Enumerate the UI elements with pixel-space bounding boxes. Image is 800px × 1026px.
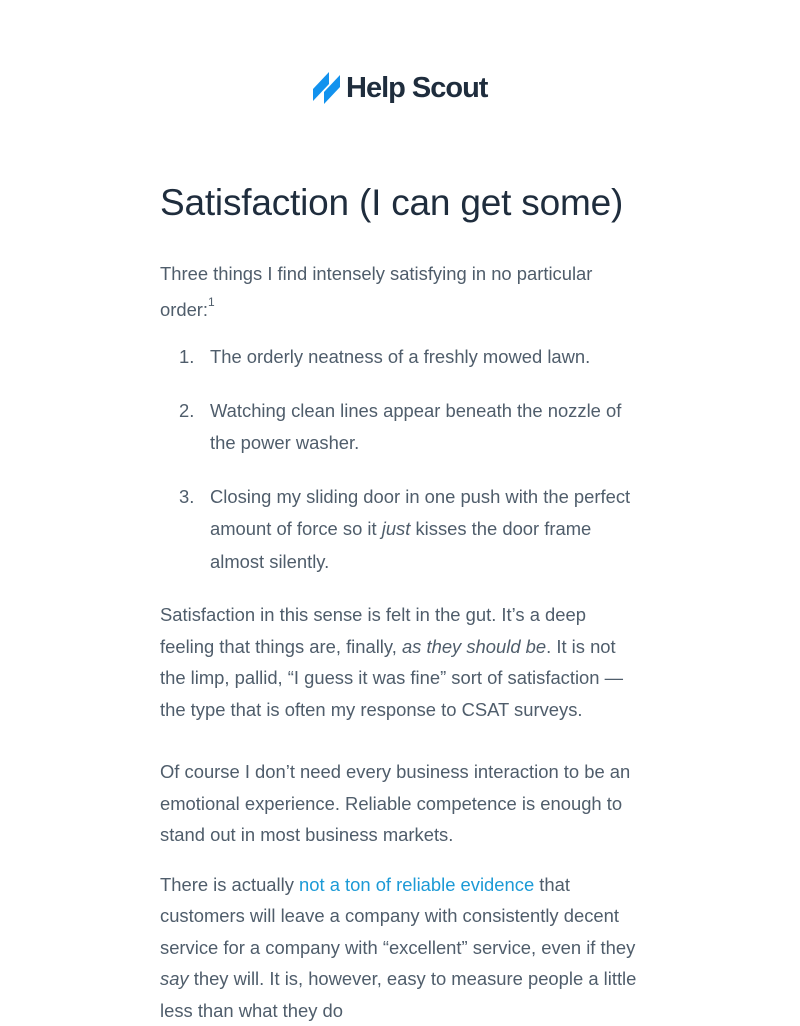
help-scout-mark-icon <box>310 69 344 107</box>
satisfying-things-list <box>160 341 645 578</box>
paragraph-satisfaction-gut <box>160 599 645 725</box>
list-item <box>160 341 645 374</box>
paragraph-evidence <box>160 869 645 1026</box>
list-item-text <box>210 486 630 572</box>
help-scout-logo[interactable] <box>310 68 487 108</box>
evidence-link[interactable]: not a ton of reliable evidence <box>299 874 534 895</box>
intro-paragraph <box>160 256 645 328</box>
list-item-text: Watching clean lines appear beneath the nozzle of the power washer. <box>210 400 621 454</box>
list-item-text: The orderly neatness of a freshly mowed lawn. <box>210 346 590 367</box>
footnote-marker[interactable]: 1 <box>208 295 215 309</box>
list-text-segment: Closing my sliding door in one push with the perfect amount of force so it <box>210 486 630 540</box>
text-segment: they will. It is, however, easy to measure people <box>189 968 584 989</box>
text-segment: . It is not the limp, pallid, “I guess it was fine” sort of satisfaction — the type that is often my response to CSAT surveys. <box>160 636 623 720</box>
emphasis-text: say <box>160 968 189 989</box>
emphasis-text: just <box>382 518 411 539</box>
list-number: 1. <box>179 341 194 374</box>
text-segment: Satisfaction in this sense is felt in the gut. It’s a deep feeling that things are, finally, <box>160 604 586 657</box>
intro-text: Three things I find intensely satisfying in no particular order: <box>160 263 592 320</box>
emphasis-text: as they should be <box>402 636 546 657</box>
list-item <box>160 481 645 579</box>
logo-wordmark: Help Scout <box>346 69 487 107</box>
list-item <box>160 395 645 460</box>
list-number: 3. <box>179 481 194 514</box>
text-segment: There is actually <box>160 874 299 895</box>
list-number: 2. <box>179 395 194 428</box>
paragraph-competence: Of course I don’t need every business interaction to be an emotional experience. Reliable competence is enough to stand out in most business markets. <box>160 756 645 851</box>
article-body <box>160 178 645 1026</box>
list-text-segment: kisses the door frame almost silently. <box>210 518 591 572</box>
text-segment-cutoff: a little less than what they do <box>160 968 636 1021</box>
text-segment: that customers will leave a company with consistently decent service for a company with “excellent” service, even if they <box>160 874 635 958</box>
article-title: Satisfaction (I can get some) <box>160 178 645 228</box>
